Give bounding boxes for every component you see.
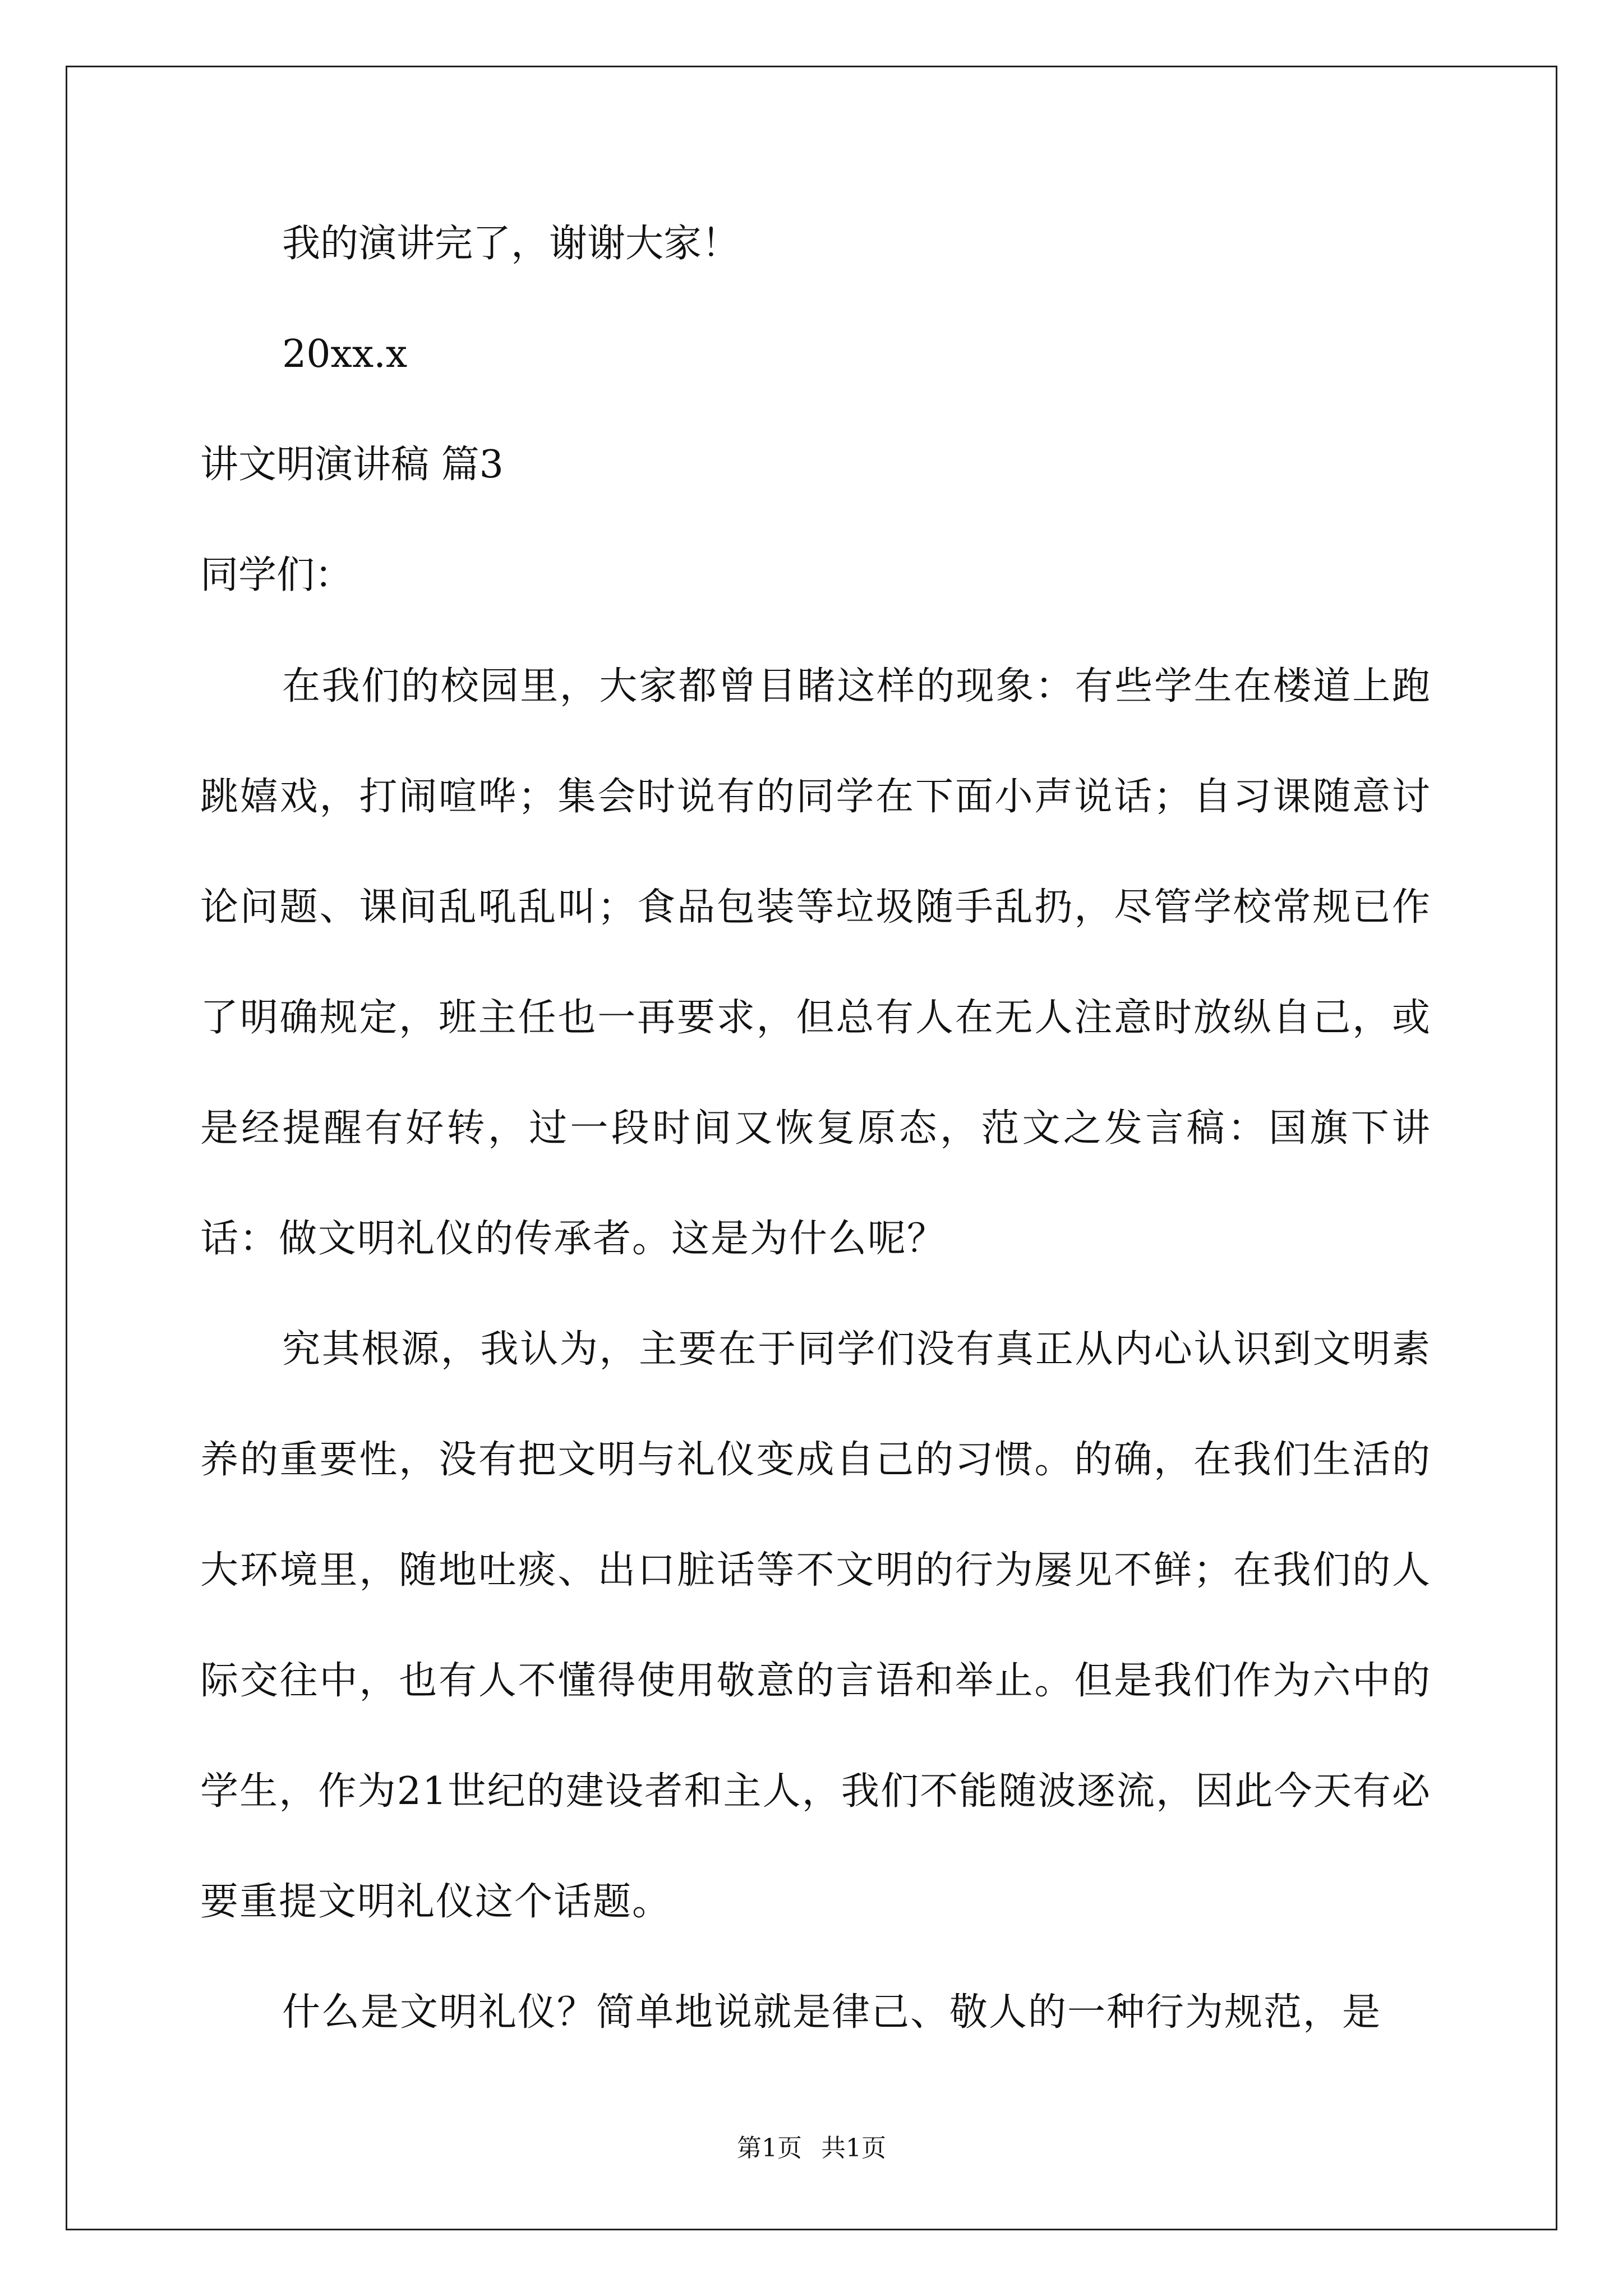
section-title: 讲文明演讲稿 篇3 [200, 443, 504, 487]
paragraph-2: 究其根源，我认为，主要在于同学们没有真正从内心认识到文明素养的重要性，没有把文明与礼仪变成自己的习惯。的确，在我们生活的大环境里，随地吐痰、出口脏话等不文明的行为屡见不鲜；在我们的人际交往中，也有人不懂得使用敬意的言语和举止。但是我们作为六中的学生，作为21世纪的建设者和主人，我们不能随波逐流，因此今天有必要重提文明礼仪这个话题。 [200, 1327, 1431, 1924]
page-footer [0, 2134, 1623, 2162]
page-number: 第1页 [737, 2134, 802, 2162]
closing-line: 我的演讲完了，谢谢大家！ [282, 222, 740, 266]
date-line: 20xx.x [282, 332, 408, 376]
document-body [200, 222, 1431, 2068]
paragraph-3: 什么是文明礼仪？简单地说就是律己、敬人的一种行为规范，是 [282, 1990, 1382, 2035]
salutation: 同学们： [200, 553, 353, 597]
paragraph-1: 在我们的校园里，大家都曾目睹这样的现象：有些学生在楼道上跑跳嬉戏，打闹喧哗；集会时说有的同学在下面小声说话；自习课随意讨论问题、课间乱吼乱叫；食品包装等垃圾随手乱扔，尽管学校常规已作了明确规定，班主任也一再要求，但总有人在无人注意时放纵自己，或是经提醒有好转，过一段时间又恢复原态，范文之发言稿：国旗下讲话：做文明礼仪的传承者。这是为什么呢？ [200, 664, 1431, 1261]
page-total: 共1页 [821, 2134, 886, 2162]
